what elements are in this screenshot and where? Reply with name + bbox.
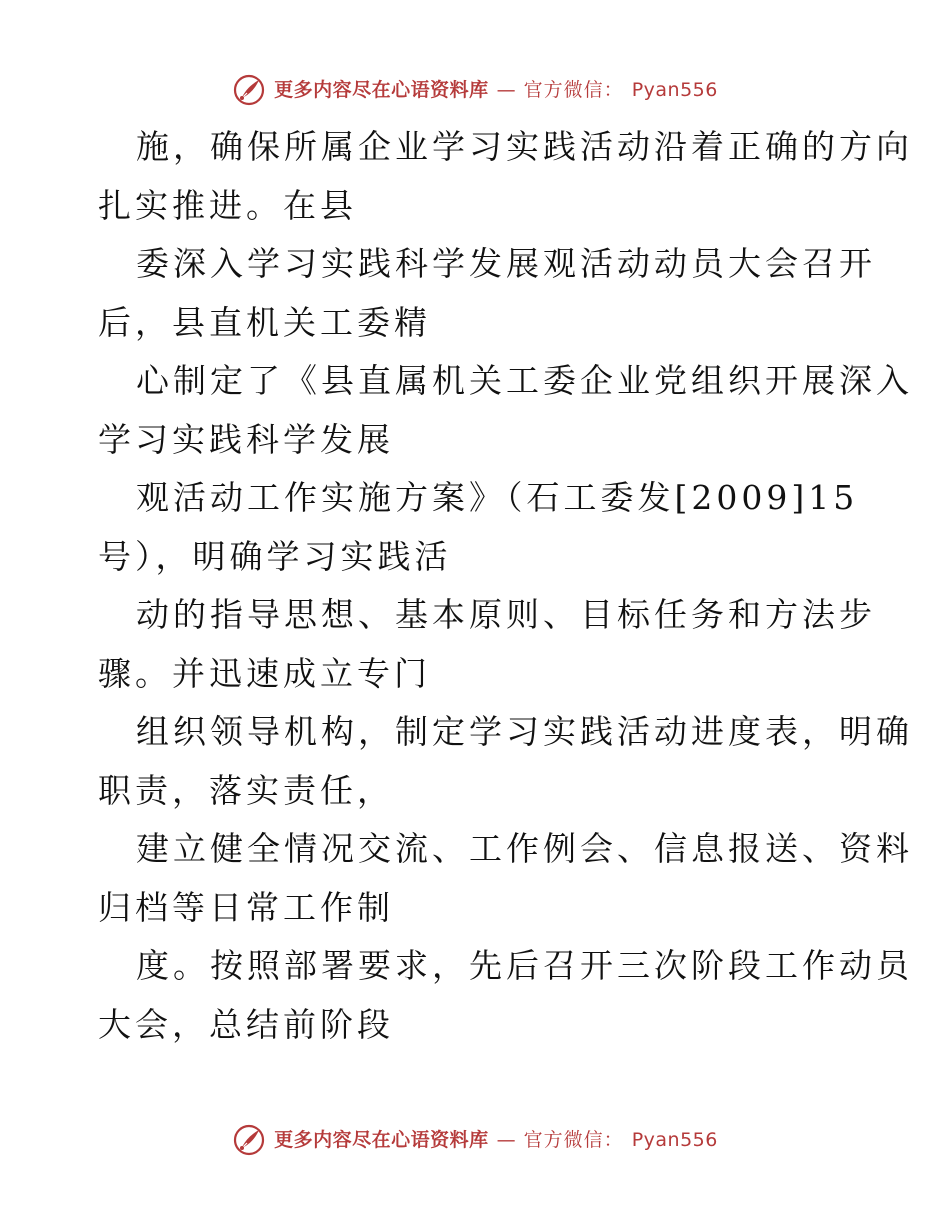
watermark-separator: — xyxy=(496,79,516,101)
text-line: 归档等日常工作制 xyxy=(98,887,394,927)
text-line: 施，确保所属企业学习实践活动沿着正确的方向 xyxy=(136,127,913,166)
text-line: 组织领导机构，制定学习实践活动进度表，明确 xyxy=(136,712,913,751)
watermark-wechat-label: 官方微信： xyxy=(523,1129,624,1151)
text-line: 度。按照部署要求，先后召开三次阶段工作动员 xyxy=(136,946,913,985)
text-line: 观活动工作实施方案》（石工委发[2009]15 xyxy=(136,478,859,517)
document-body xyxy=(98,118,913,1054)
watermark-main-text: 更多内容尽在心语资料库 xyxy=(274,79,489,101)
text-line: 心制定了《县直属机关工委企业党组织开展深入 xyxy=(136,361,913,400)
text-line: 大会，总结前阶段 xyxy=(98,1004,394,1044)
text-line: 扎实推进。在县 xyxy=(98,185,357,225)
watermark-wechat-label: 官方微信： xyxy=(523,79,624,101)
header-watermark xyxy=(0,70,950,110)
watermark-wechat-id: Pyan556 xyxy=(631,79,718,101)
text-line: 后，县直机关工委精 xyxy=(98,302,431,342)
text-line: 委深入学习实践科学发展观活动动员大会召开 xyxy=(136,244,876,283)
text-line: 骤。并迅速成立专门 xyxy=(98,653,431,693)
text-line: 学习实践科学发展 xyxy=(98,419,394,459)
text-line: 动的指导思想、基本原则、目标任务和方法步 xyxy=(136,595,876,634)
watermark-separator: — xyxy=(496,1129,516,1151)
quill-pen-icon xyxy=(232,73,266,107)
text-line: 建立健全情况交流、工作例会、信息报送、资料 xyxy=(136,829,913,868)
watermark-wechat-id: Pyan556 xyxy=(631,1129,718,1151)
watermark-main-text: 更多内容尽在心语资料库 xyxy=(274,1129,489,1151)
footer-watermark xyxy=(0,1120,950,1160)
text-line: 职责，落实责任， xyxy=(98,770,394,810)
quill-pen-icon xyxy=(232,1123,266,1157)
text-line: 号），明确学习实践活 xyxy=(98,536,452,576)
